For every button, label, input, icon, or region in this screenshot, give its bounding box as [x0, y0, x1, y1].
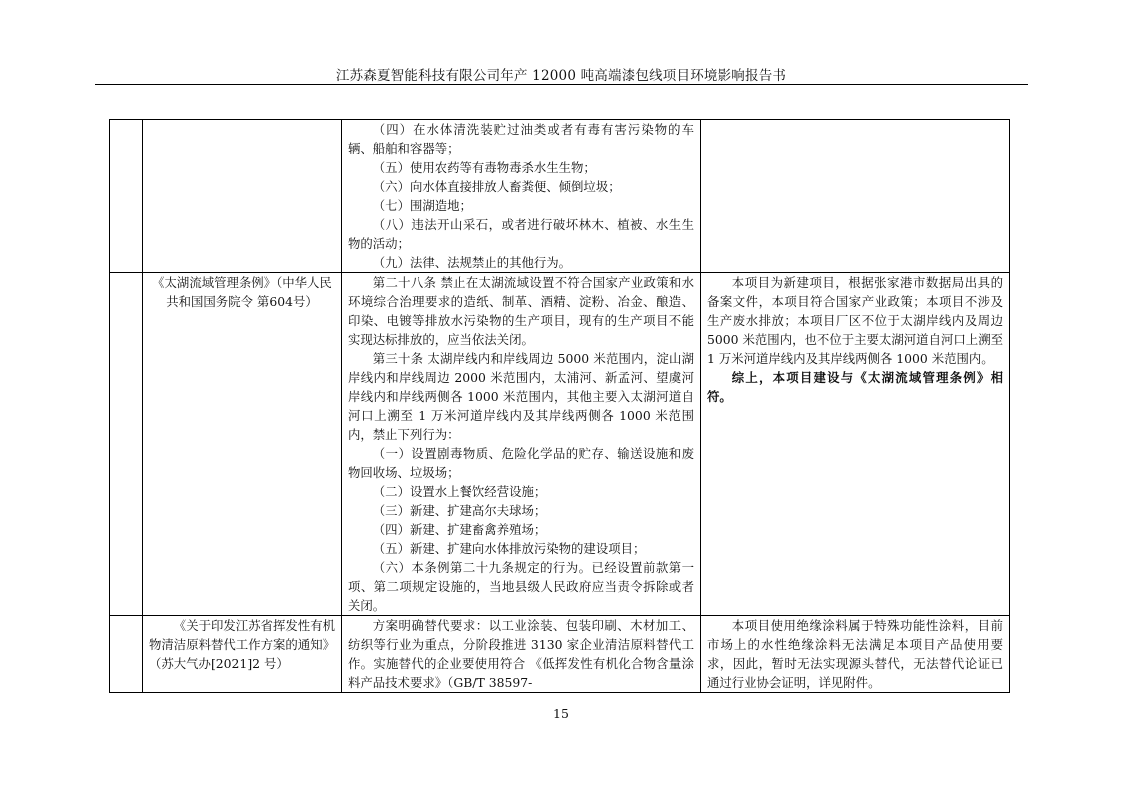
provision-text: （四）新建、扩建畜禽养殖场； — [372, 522, 547, 537]
provision-cell — [342, 120, 701, 273]
provision-text: （五）使用农药等有毒物毒杀水生生物； — [372, 160, 596, 175]
provision-text: 第三十条 太湖岸线内和岸线周边 5000 米范围内，淀山湖岸线内和岸线周边 2000 米范围内，太浦河、新孟河、望虞河岸线内和岸线两侧各 1000 米范围内，其他主要入太湖河道自河口上溯至 1 万米河道岸线内及其岸线两侧各 1000 米范围内，禁止下列行为： — [348, 351, 694, 442]
page-number: 15 — [553, 706, 569, 721]
provision-text: （五）新建、扩建向水体排放污染物的建设项目； — [372, 541, 646, 556]
provision-text: （六）本条例第二十九条规定的行为。已经设置前款第一项、第二项规定设施的，当地县级人民政府应当责令拆除或者关闭。 — [348, 560, 694, 613]
provision-text: （七）围湖造地； — [372, 198, 472, 213]
analysis-text: 本项目使用绝缘涂料属于特殊功能性涂料，目前市场上的水性绝缘涂料无法满足本项目产品使用要求，因此，暂时无法实现源头替代，无法替代论证已通过行业协会证明，详见附件。 — [707, 618, 1003, 690]
provision-text: 方案明确替代要求：以工业涂装、包装印刷、木材加工、纺织等行业为重点，分阶段推进 3130 家企业清洁原料替代工作。实施替代的企业要使用符合 《低挥发性有机化合物含量涂料产品技术要求》（GB/T 38597- — [348, 618, 694, 690]
table-row — [110, 273, 1010, 616]
analysis-cell — [701, 120, 1010, 273]
provision-text: （二）设置水上餐饮经营设施； — [372, 484, 547, 499]
provision-cell — [342, 273, 701, 616]
analysis-cell — [701, 273, 1010, 616]
compliance-table — [109, 119, 1010, 693]
provision-text: 第二十八条 禁止在太湖流域设置不符合国家产业政策和水环境综合治理要求的造纸、制革、酒精、淀粉、冶金、酿造、印染、电镀等排放水污染物的生产项目，现有的生产项目不能实现达标排放的，应当依法关闭。 — [348, 275, 694, 347]
analysis-text: 本项目为新建项目，根据张家港市数据局出具的备案文件，本项目符合国家产业政策；本项目不涉及生产废水排放；本项目厂区不位于太湖岸线内及周边 5000 米范围内，也不位于主要太湖河道自河口上溯至 1 万米河道岸线内及其岸线两侧各 1000 米范围内。 — [707, 275, 1003, 366]
provision-text: （九）法律、法规禁止的其他行为。 — [372, 255, 572, 270]
provision-text: （三）新建、扩建高尔夫球场； — [372, 503, 547, 518]
law-cell — [143, 616, 342, 693]
provision-text: （四）在水体清洗装贮过油类或者有毒有害污染物的车辆、船舶和容器等； — [348, 122, 694, 156]
table-row — [110, 120, 1010, 273]
law-name: 《太湖流域管理条例》（中华人民共和国国务院令 第604号） — [152, 275, 332, 309]
provision-text: （六）向水体直接排放人畜粪便、倾倒垃圾； — [372, 179, 621, 194]
law-name: 《关于印发江苏省挥发性有机物清洁原料替代工作方案的通知》（苏大气办[2021]2 号） — [149, 618, 335, 671]
document-header-title: 江苏森夏智能科技有限公司年产 12000 吨高端漆包线项目环境影响报告书 — [335, 68, 787, 84]
index-cell — [110, 616, 143, 693]
analysis-cell — [701, 616, 1010, 693]
provision-text: （一）设置剧毒物质、危险化学品的贮存、输送设施和废物回收场、垃圾场； — [348, 446, 694, 480]
provision-cell — [342, 616, 701, 693]
law-cell — [143, 120, 342, 273]
conclusion-text: 综上，本项目建设与《太湖流域管理条例》相符。 — [707, 370, 1003, 404]
provision-text: （八）违法开山采石，或者进行破坏林木、植被、水生生物的活动； — [348, 217, 694, 251]
law-cell — [143, 273, 342, 616]
table-row — [110, 616, 1010, 693]
header-divider — [95, 84, 1028, 85]
index-cell — [110, 120, 143, 273]
index-cell — [110, 273, 143, 616]
